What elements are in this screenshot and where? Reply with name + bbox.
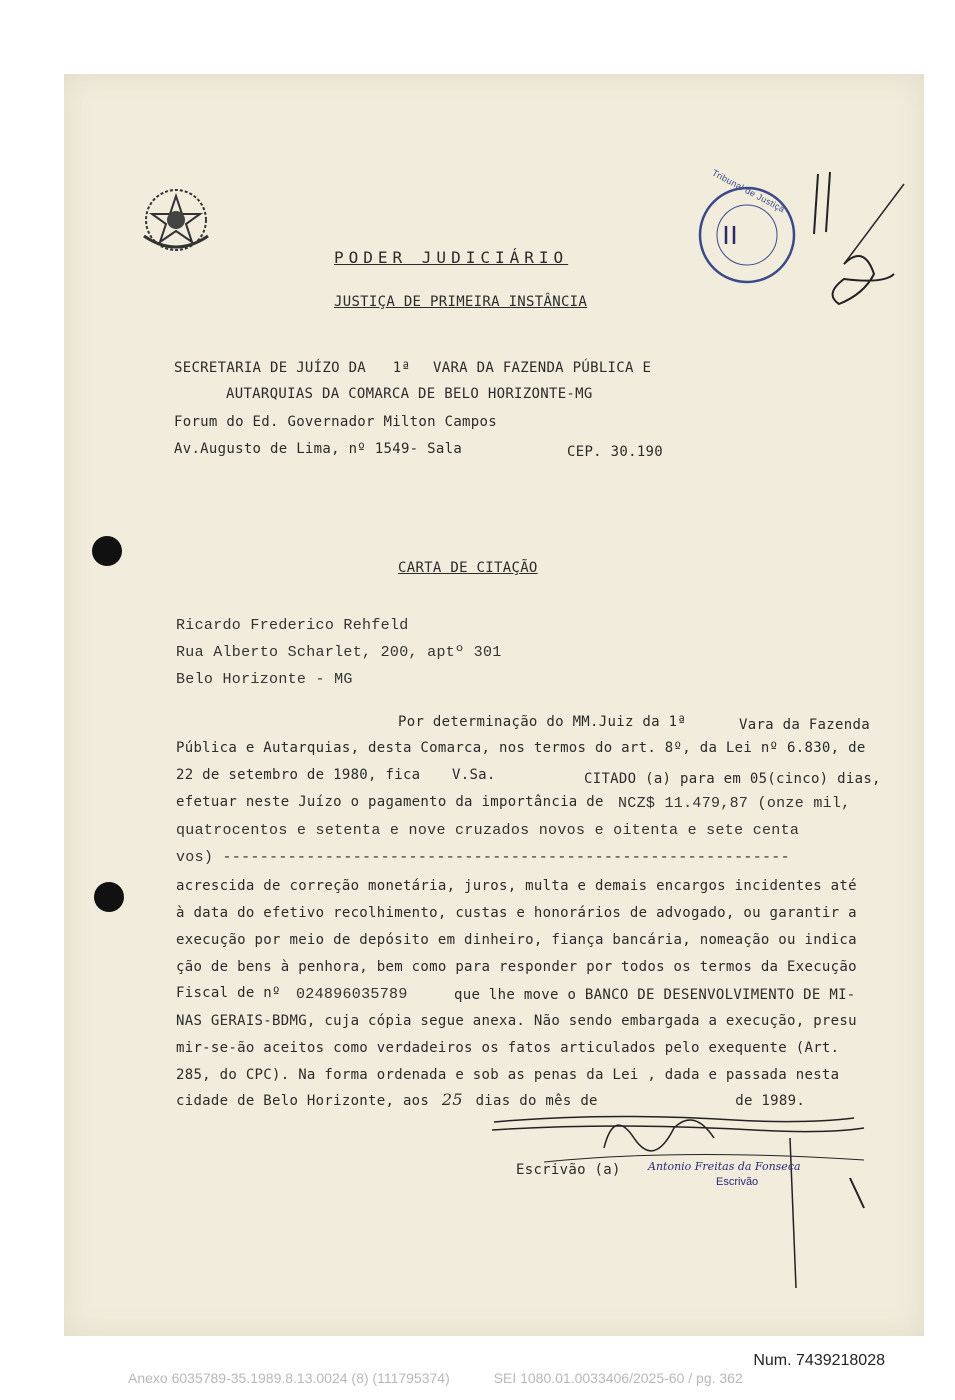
- coat-of-arms-icon: [136, 186, 216, 256]
- address-line-2: AUTARQUIAS DA COMARCA DE BELO HORIZONTE-MG: [226, 386, 593, 402]
- footer-references: [128, 1370, 783, 1386]
- stamp-name: Antonio Freitas da Fonseca: [648, 1160, 801, 1173]
- body-line-3c: CITADO (a) para em 05(cinco) dias,: [584, 771, 881, 787]
- signature-label: Escrivão (a): [516, 1162, 621, 1178]
- document-title: CARTA DE CITAÇÃO: [398, 560, 538, 576]
- recipient-street: Rua Alberto Scharlet, 200, aptº 301: [176, 644, 502, 661]
- body-line-12: NAS GERAIS-BDMG, cuja cópia segue anexa. Não sendo embargada a execução, presu: [176, 1013, 857, 1029]
- vara-text: VARA DA FAZENDA PÚBLICA E: [432, 360, 652, 376]
- body-line-3b: V.Sa.: [452, 767, 496, 783]
- body-line-15: [176, 1090, 805, 1109]
- punch-hole-bottom: [94, 882, 124, 912]
- footer-annex: Anexo 6035789-35.1989.8.13.0024 (8) (111795374): [128, 1370, 450, 1386]
- body-line-10: ção de bens à penhora, bem como para responder por todos os termos da Execução: [176, 959, 857, 975]
- dias-text: dias do mês de: [475, 1093, 598, 1109]
- body-line-11a: Fiscal de nº: [176, 985, 281, 1001]
- body-line-11c: que lhe move o BANCO DE DESENVOLVIMENTO DE MI-: [454, 987, 856, 1003]
- signature-scribble: [484, 1108, 884, 1288]
- address-cep: CEP. 30.190: [567, 444, 664, 460]
- body-amount: NCZ$ 11.479,87 (onze mil,: [618, 795, 851, 812]
- punch-hole-top: [92, 536, 122, 566]
- body-line-4a: efetuar neste Juízo o pagamento da importância de: [176, 794, 604, 810]
- body-line-13: mir-se-ão aceitos como verdadeiros os fatos articulados pelo exequente (Art.: [176, 1040, 840, 1056]
- address-line-1: [174, 360, 651, 376]
- address-line-3: Forum do Ed. Governador Milton Campos: [174, 414, 497, 430]
- body-line-14: 285, do CPC). Na forma ordenada e sob as penas da Lei , dada e passada nesta: [176, 1067, 840, 1083]
- recipient-city: Belo Horizonte - MG: [176, 671, 353, 688]
- body-line-1a: Por determinação do MM.Juiz da 1ª: [398, 714, 687, 730]
- body-line-9: execução por meio de depósito em dinheiro, fiança bancária, nomeação ou indica: [176, 932, 857, 948]
- address-line-4: Av.Augusto de Lima, nº 1549- Sala: [174, 441, 463, 457]
- footer-sei: SEI 1080.01.0033406/2025-60 / pg. 362: [493, 1370, 743, 1386]
- year-text: de 1989.: [735, 1093, 806, 1109]
- tribunal-stamp: [692, 180, 802, 290]
- secretaria-text: SECRETARIA DE JUÍZO DA: [174, 360, 367, 376]
- day-handwritten: 25: [441, 1090, 463, 1109]
- stamp-text: Tribunal de Justiça: [710, 167, 787, 215]
- body-line-1b: Vara da Fazenda: [739, 717, 870, 733]
- execution-number: 024896035789: [296, 986, 408, 1003]
- stamp-role: Escrivão: [716, 1176, 759, 1188]
- body-line-8: à data do efetivo recolhimento, custas e honorários de advogado, ou garantir a: [176, 905, 857, 921]
- footer-number: Num. 7439218028: [753, 1352, 885, 1369]
- header-justica: JUSTIÇA DE PRIMEIRA INSTÂNCIA: [334, 294, 588, 310]
- body-line-6: vos) -------------------------------------------------------------: [176, 849, 790, 866]
- body-line-2: Pública e Autarquias, desta Comarca, nos termos do art. 8º, da Lei nº 6.830, de: [176, 740, 866, 756]
- handwritten-marks: [804, 154, 924, 334]
- body-line-3a: 22 de setembro de 1980, fica: [176, 767, 421, 783]
- body-line-5: quatrocentos e setenta e nove cruzados novos e oitenta e sete centa: [176, 822, 800, 839]
- document-sheet: [64, 74, 924, 1336]
- body-line-7: acrescida de correção monetária, juros, multa e demais encargos incidentes até: [176, 878, 857, 894]
- vara-number: 1ª: [392, 360, 411, 376]
- header-poder-judiciario: PODER JUDICIÁRIO: [334, 248, 569, 267]
- recipient-name: Ricardo Frederico Rehfeld: [176, 617, 409, 634]
- city-text: cidade de Belo Horizonte, aos: [176, 1093, 430, 1109]
